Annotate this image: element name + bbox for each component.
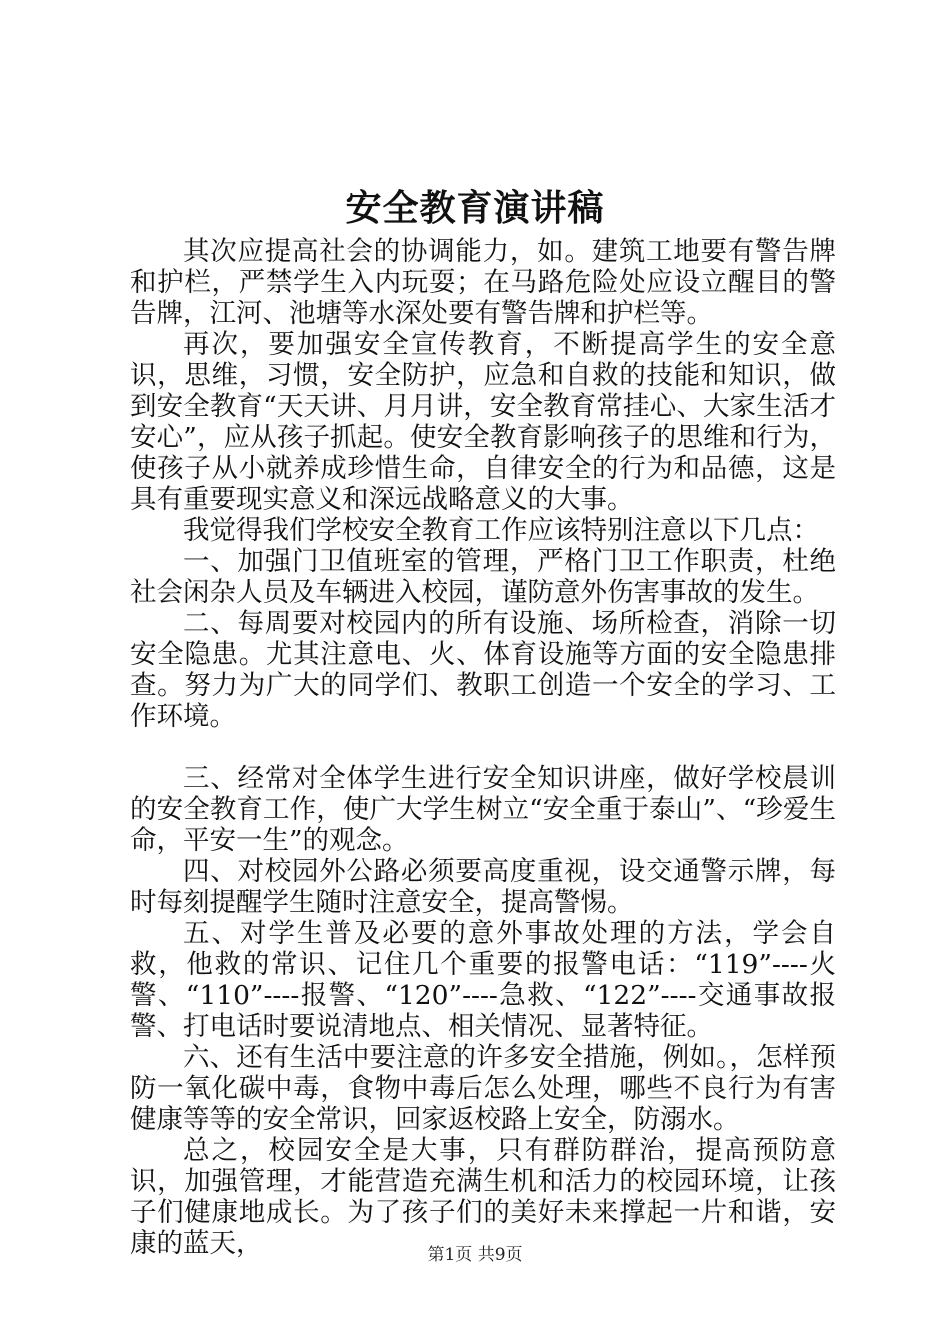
paragraph: 四、对校园外公路必须要高度重视，设交通警示牌，每时每刻提醒学生随时注意安全，提高警惕。 xyxy=(130,856,836,918)
paragraph: 其次应提高社会的协调能力，如。建筑工地要有警告牌和护栏，严禁学生入内玩耍；在马路危险处应设立醒目的警告牌，江河、池塘等水深处要有警告牌和护栏等。 xyxy=(130,236,836,329)
document-body xyxy=(130,236,836,1259)
paragraph: 总之，校园安全是大事，只有群防群治，提高预防意识，加强管理，才能营造充满生机和活力的校园环境，让孩子们健康地成长。为了孩子们的美好未来撑起一片和谐，安康的蓝天， xyxy=(130,1135,836,1259)
document-title: 安全教育演讲稿 xyxy=(345,187,605,229)
paragraph: 我觉得我们学校安全教育工作应该特别注意以下几点： xyxy=(183,515,819,546)
paragraph: 五、对学生普及必要的意外事故处理的方法，学会自救，他救的常识、记住几个重要的报警电话：“119”----火警、“110”----报警、“120”----急救、“122”----交通事故报警、打电话时要说清地点、相关情况、显著特征。 xyxy=(130,918,836,1042)
paragraph: 六、还有生活中要注意的许多安全措施，例如。，怎样预防一氧化碳中毒，食物中毒后怎么处理，哪些不良行为有害健康等等的安全常识，回家返校路上安全，防溺水。 xyxy=(130,1042,836,1135)
paragraph: 三、经常对全体学生进行安全知识讲座，做好学校晨训的安全教育工作，使广大学生树立“安全重于泰山”、“珍爱生命，平安一生”的观念。 xyxy=(130,763,836,856)
paragraph: 二、每周要对校园内的所有设施、场所检查，消除一切安全隐患。尤其注意电、火、体育设施等方面的安全隐患排查。努力为广大的同学们、教职工创造一个安全的学习、工作环境。 xyxy=(130,608,836,732)
paragraph: 再次，要加强安全宣传教育，不断提高学生的安全意识，思维，习惯，安全防护，应急和自救的技能和知识，做到安全教育“天天讲、月月讲，安全教育常挂心、大家生活才安心”，应从孩子抓起。使安全教育影响孩子的思维和行为，使孩子从小就养成珍惜生命，自律安全的行为和品德，这是具有重要现实意义和深远战略意义的大事。 xyxy=(130,329,836,515)
paragraph: 一、加强门卫值班室的管理，严格门卫工作职责，杜绝社会闲杂人员及车辆进入校园，谨防意外伤害事故的发生。 xyxy=(130,546,836,608)
page-footer: 第1页 共9页 xyxy=(427,1245,523,1265)
